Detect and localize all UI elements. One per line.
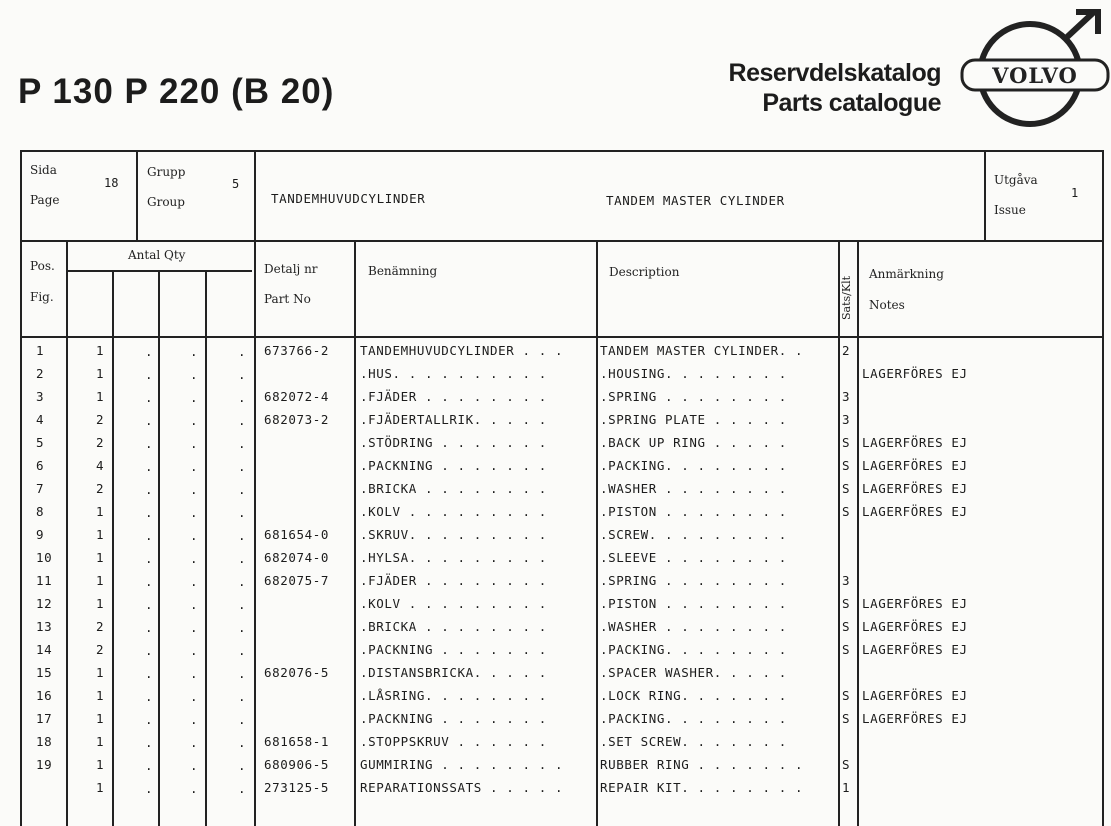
row-description: REPAIR KIT. . . . . . . .: [600, 780, 804, 795]
row-sats: S: [842, 642, 851, 657]
qty-dot: .: [190, 735, 199, 750]
row-sats: S: [842, 458, 851, 473]
qty-dot: .: [190, 643, 199, 658]
catalog-title-en: Parts catalogue: [762, 89, 941, 117]
row-note: LAGERFÖRES EJ: [862, 711, 968, 726]
row-pos: 3: [36, 389, 45, 404]
qty-dot: .: [238, 597, 247, 612]
col-notes: Notes: [869, 298, 905, 312]
row-description: TANDEM MASTER CYLINDER. .: [600, 343, 804, 358]
row-pos: 5: [36, 435, 45, 450]
row-qty: 1: [96, 366, 105, 381]
row-sats: S: [842, 619, 851, 634]
row-note: LAGERFÖRES EJ: [862, 458, 968, 473]
qty-dot: .: [238, 390, 247, 405]
qty-dot: .: [145, 781, 154, 796]
row-description: .SLEEVE . . . . . . . .: [600, 550, 787, 565]
row-benamning: .PACKNING . . . . . . .: [360, 711, 547, 726]
row-benamning: .DISTANSBRICKA. . . . .: [360, 665, 547, 680]
catalog-title-sv: Reservdelskatalog: [728, 59, 941, 87]
row-pos: 6: [36, 458, 45, 473]
row-benamning: .FJÄDER . . . . . . . .: [360, 389, 547, 404]
row-note: LAGERFÖRES EJ: [862, 481, 968, 496]
sida-label: Sida: [30, 163, 57, 177]
row-sats: 3: [842, 573, 851, 588]
row-qty: 1: [96, 711, 105, 726]
col-partno: Part No: [264, 292, 311, 306]
row-sats: S: [842, 596, 851, 611]
row-description: .SPRING PLATE . . . . .: [600, 412, 787, 427]
row-qty: 1: [96, 757, 105, 772]
row-description: .WASHER . . . . . . . .: [600, 619, 787, 634]
row-qty: 1: [96, 688, 105, 703]
row-part-number: 681658-1: [264, 734, 330, 749]
qty-dot: .: [145, 643, 154, 658]
qty-dot: .: [145, 505, 154, 520]
qty-dot: .: [145, 459, 154, 474]
qty-dot: .: [190, 781, 199, 796]
issue-label: Issue: [994, 203, 1026, 217]
qty-dot: .: [145, 689, 154, 704]
row-benamning: .FJÄDER . . . . . . . .: [360, 573, 547, 588]
row-description: .SCREW. . . . . . . . .: [600, 527, 787, 542]
qty-dot: .: [190, 505, 199, 520]
row-pos: 1: [36, 343, 45, 358]
row-benamning: .FJÄDERTALLRIK. . . . .: [360, 412, 547, 427]
row-benamning: .SKRUV. . . . . . . . .: [360, 527, 547, 542]
row-benamning: REPARATIONSSATS . . . . .: [360, 780, 564, 795]
col-description: Description: [609, 265, 680, 279]
qty-dot: .: [145, 551, 154, 566]
row-note: LAGERFÖRES EJ: [862, 366, 968, 381]
row-qty: 1: [96, 596, 105, 611]
qty-dot: .: [238, 712, 247, 727]
row-benamning: .PACKNING . . . . . . .: [360, 458, 547, 473]
qty-dot: .: [145, 666, 154, 681]
col-antal: Antal Qty: [128, 248, 186, 262]
qty-dot: .: [238, 620, 247, 635]
row-part-number: 273125-5: [264, 780, 330, 795]
qty-dot: .: [238, 689, 247, 704]
row-benamning: .KOLV . . . . . . . . .: [360, 504, 547, 519]
row-benamning: .PACKNING . . . . . . .: [360, 642, 547, 657]
col-benamning: Benämning: [368, 264, 438, 278]
row-qty: 1: [96, 343, 105, 358]
qty-dot: .: [190, 390, 199, 405]
qty-dot: .: [190, 367, 199, 382]
row-benamning: .LÅSRING. . . . . . . .: [360, 688, 547, 703]
row-pos: 9: [36, 527, 45, 542]
row-description: RUBBER RING . . . . . . .: [600, 757, 804, 772]
qty-dot: .: [145, 482, 154, 497]
qty-dot: .: [190, 413, 199, 428]
qty-dot: .: [238, 574, 247, 589]
row-benamning: .HYLSA. . . . . . . . .: [360, 550, 547, 565]
row-sats: S: [842, 711, 851, 726]
row-benamning: TANDEMHUVUDCYLINDER . . .: [360, 343, 564, 358]
qty-dot: .: [145, 712, 154, 727]
row-qty: 1: [96, 527, 105, 542]
row-note: LAGERFÖRES EJ: [862, 619, 968, 634]
col-fig: Fig.: [30, 290, 54, 304]
qty-dot: .: [190, 620, 199, 635]
row-pos: 12: [36, 596, 53, 611]
qty-dot: .: [145, 413, 154, 428]
row-sats: S: [842, 757, 851, 772]
row-part-number: 682073-2: [264, 412, 330, 427]
qty-dot: .: [238, 436, 247, 451]
row-qty: 1: [96, 665, 105, 680]
qty-dot: .: [238, 758, 247, 773]
row-pos: 2: [36, 366, 45, 381]
qty-dot: .: [190, 712, 199, 727]
qty-dot: .: [190, 666, 199, 681]
row-pos: 16: [36, 688, 53, 703]
qty-dot: .: [145, 620, 154, 635]
qty-dot: .: [145, 344, 154, 359]
row-description: .SET SCREW. . . . . . .: [600, 734, 787, 749]
row-qty: 2: [96, 435, 105, 450]
catalog-title: [729, 58, 941, 118]
row-sats: S: [842, 435, 851, 450]
qty-dot: .: [238, 551, 247, 566]
row-pos: 8: [36, 504, 45, 519]
row-description: .HOUSING. . . . . . . .: [600, 366, 787, 381]
qty-dot: .: [190, 551, 199, 566]
issue-value: 1: [1071, 186, 1079, 200]
group-label: Group: [147, 195, 185, 209]
qty-dot: .: [145, 367, 154, 382]
row-note: LAGERFÖRES EJ: [862, 596, 968, 611]
qty-dot: .: [145, 735, 154, 750]
qty-dot: .: [145, 436, 154, 451]
row-note: LAGERFÖRES EJ: [862, 688, 968, 703]
row-qty: 2: [96, 412, 105, 427]
row-description: .PACKING. . . . . . . .: [600, 458, 787, 473]
qty-dot: .: [190, 689, 199, 704]
group-value: 5: [232, 177, 240, 191]
row-benamning: .KOLV . . . . . . . . .: [360, 596, 547, 611]
qty-dot: .: [145, 574, 154, 589]
title-en: TANDEM MASTER CYLINDER: [606, 193, 785, 208]
utgava-label: Utgåva: [994, 173, 1038, 187]
volvo-logo: [958, 8, 1110, 130]
qty-dot: .: [238, 505, 247, 520]
row-benamning: GUMMIRING . . . . . . . .: [360, 757, 564, 772]
row-pos: 15: [36, 665, 53, 680]
qty-dot: .: [238, 344, 247, 359]
row-qty: 1: [96, 389, 105, 404]
row-part-number: 673766-2: [264, 343, 330, 358]
qty-dot: .: [238, 459, 247, 474]
row-benamning: .HUS. . . . . . . . . .: [360, 366, 547, 381]
row-description: .PISTON . . . . . . . .: [600, 596, 787, 611]
row-pos: 18: [36, 734, 53, 749]
qty-dot: .: [190, 528, 199, 543]
row-benamning: .BRICKA . . . . . . . .: [360, 481, 547, 496]
row-sats: 3: [842, 412, 851, 427]
row-description: .BACK UP RING . . . . .: [600, 435, 787, 450]
qty-dot: .: [238, 781, 247, 796]
row-description: .PACKING. . . . . . . .: [600, 711, 787, 726]
row-description: .WASHER . . . . . . . .: [600, 481, 787, 496]
row-pos: 17: [36, 711, 53, 726]
row-description: .SPACER WASHER. . . . .: [600, 665, 787, 680]
row-part-number: 682074-0: [264, 550, 330, 565]
row-sats: S: [842, 481, 851, 496]
row-benamning: .STÖDRING . . . . . . .: [360, 435, 547, 450]
row-benamning: .BRICKA . . . . . . . .: [360, 619, 547, 634]
qty-dot: .: [145, 528, 154, 543]
row-note: LAGERFÖRES EJ: [862, 435, 968, 450]
row-qty: 2: [96, 481, 105, 496]
row-note: LAGERFÖRES EJ: [862, 642, 968, 657]
qty-dot: .: [238, 482, 247, 497]
qty-dot: .: [145, 390, 154, 405]
row-part-number: 682076-5: [264, 665, 330, 680]
col-sats: Sats/Klt: [840, 275, 853, 320]
row-benamning: .STOPPSKRUV . . . . . .: [360, 734, 547, 749]
row-description: .PISTON . . . . . . . .: [600, 504, 787, 519]
page-value: 18: [104, 176, 119, 190]
qty-dot: .: [238, 367, 247, 382]
qty-dot: .: [145, 597, 154, 612]
row-qty: 2: [96, 619, 105, 634]
qty-dot: .: [190, 482, 199, 497]
row-qty: 2: [96, 642, 105, 657]
qty-dot: .: [238, 413, 247, 428]
row-sats: 3: [842, 389, 851, 404]
row-part-number: 682072-4: [264, 389, 330, 404]
col-anmarkning: Anmärkning: [869, 267, 944, 281]
row-pos: 14: [36, 642, 53, 657]
row-qty: 1: [96, 504, 105, 519]
col-pos: Pos.: [30, 259, 55, 273]
row-qty: 4: [96, 458, 105, 473]
row-sats: S: [842, 504, 851, 519]
row-part-number: 681654-0: [264, 527, 330, 542]
row-qty: 1: [96, 734, 105, 749]
model-title: P 130 P 220 (B 20): [18, 72, 335, 111]
grupp-label: Grupp: [147, 165, 186, 179]
qty-dot: .: [190, 459, 199, 474]
page-label: Page: [30, 193, 60, 207]
row-pos: 4: [36, 412, 45, 427]
row-pos: 19: [36, 757, 53, 772]
row-qty: 1: [96, 780, 105, 795]
row-description: .SPRING . . . . . . . .: [600, 389, 787, 404]
qty-dot: .: [190, 344, 199, 359]
col-detalj: Detalj nr: [264, 262, 318, 276]
title-sv: TANDEMHUVUDCYLINDER: [271, 191, 426, 206]
qty-dot: .: [238, 528, 247, 543]
row-description: .PACKING. . . . . . . .: [600, 642, 787, 657]
qty-dot: .: [145, 758, 154, 773]
row-qty: 1: [96, 550, 105, 565]
row-pos: 11: [36, 573, 53, 588]
row-note: LAGERFÖRES EJ: [862, 504, 968, 519]
qty-dot: .: [190, 574, 199, 589]
row-part-number: 680906-5: [264, 757, 330, 772]
qty-dot: .: [238, 666, 247, 681]
qty-dot: .: [190, 597, 199, 612]
row-qty: 1: [96, 573, 105, 588]
qty-dot: .: [238, 643, 247, 658]
row-description: .LOCK RING. . . . . . .: [600, 688, 787, 703]
row-pos: 7: [36, 481, 45, 496]
row-sats: 2: [842, 343, 851, 358]
row-part-number: 682075-7: [264, 573, 330, 588]
svg-text:VOLVO: VOLVO: [992, 63, 1078, 88]
qty-dot: .: [238, 735, 247, 750]
row-description: .SPRING . . . . . . . .: [600, 573, 787, 588]
row-pos: 13: [36, 619, 53, 634]
row-sats: S: [842, 688, 851, 703]
row-pos: 10: [36, 550, 53, 565]
qty-dot: .: [190, 436, 199, 451]
qty-dot: .: [190, 758, 199, 773]
row-sats: 1: [842, 780, 851, 795]
